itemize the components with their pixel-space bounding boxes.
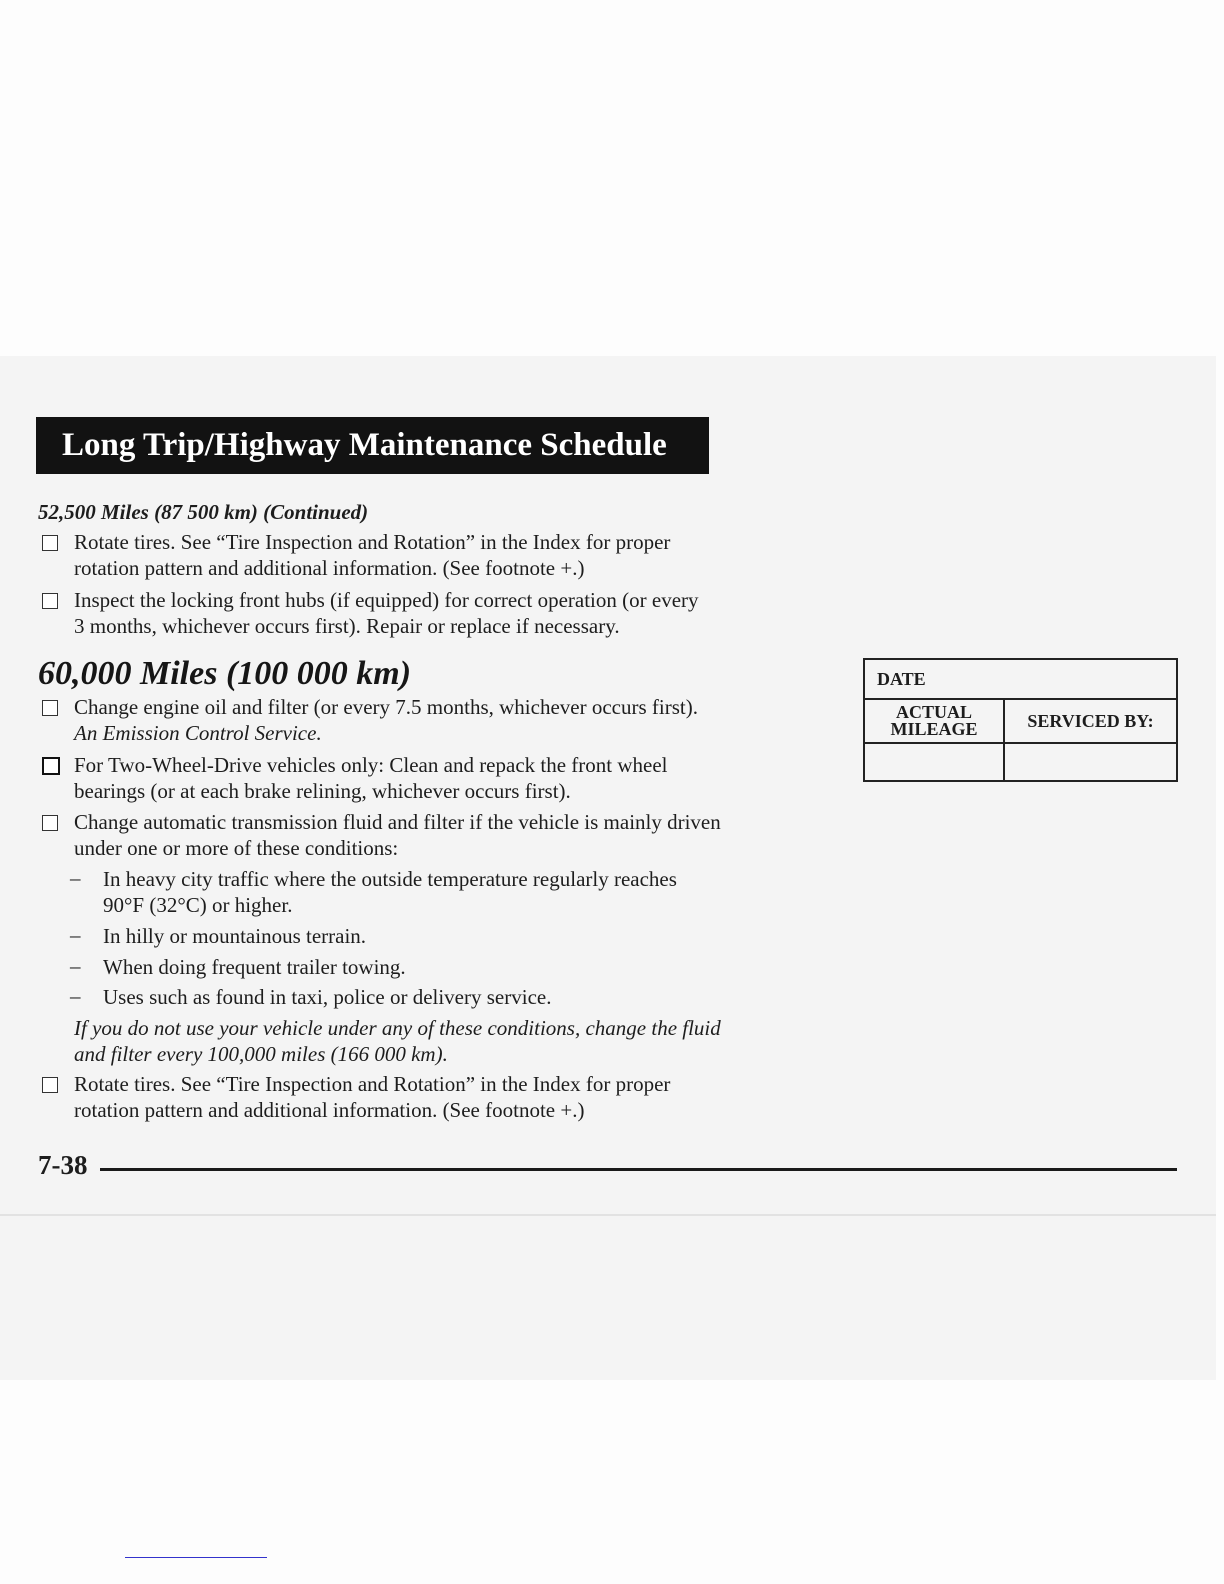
page-title: Long Trip/Highway Maintenance Schedule <box>36 417 709 474</box>
service-record-table <box>863 658 1178 782</box>
list-item: Inspect the locking front hubs (if equipped) for correct operation (or every 3 months, whichever occurs first). Repair or replace if necessary. <box>74 588 699 638</box>
bullet-dash: – <box>70 954 81 978</box>
list-item: Change engine oil and filter (or every 7.5 months, whichever occurs first). An Emission Control Service. <box>74 694 834 746</box>
page-number: 7-38 <box>38 1150 88 1180</box>
continued-heading: 52,500 Miles (87 500 km) (Continued) <box>38 500 369 524</box>
condition-item: In hilly or mountainous terrain. <box>103 924 367 948</box>
condition-item: In heavy city traffic where the outside temperature regularly reaches 90°F (32°C) or higher. <box>103 867 677 917</box>
checkbox-rotate-tires[interactable] <box>42 1077 58 1093</box>
emission-service-note: An Emission Control Service. <box>74 721 322 745</box>
list-item: Rotate tires. See “Tire Inspection and Rotation” in the Index for proper rotation pattern and additional information. (See footnote +.) <box>74 530 671 580</box>
condition-item: Uses such as found in taxi, police or delivery service. <box>103 985 552 1009</box>
date-label: DATE <box>864 659 1177 699</box>
list-item: Rotate tires. See “Tire Inspection and Rotation” in the Index for proper rotation pattern and additional information. (See footnote +.) <box>74 1072 671 1122</box>
actual-mileage-label: ACTUAL MILEAGE <box>864 699 1004 743</box>
bullet-dash: – <box>70 866 81 890</box>
checkbox-repack-bearings[interactable] <box>42 757 60 775</box>
bullet-dash: – <box>70 923 81 947</box>
bullet-dash: – <box>70 984 81 1008</box>
checkbox-transmission-fluid[interactable] <box>42 815 58 831</box>
bottom-link-underline <box>125 1557 267 1558</box>
section-heading: 60,000 Miles (100 000 km) <box>38 655 412 692</box>
condition-item: When doing frequent trailer towing. <box>103 955 406 979</box>
list-item: For Two-Wheel-Drive vehicles only: Clean and repack the front wheel bearings (or at each brake relining, whichever occurs first). <box>74 753 668 803</box>
divider <box>0 1214 1216 1216</box>
mileage-entry-field[interactable] <box>864 743 1004 781</box>
checkbox-change-oil[interactable] <box>42 700 58 716</box>
footer-rule <box>100 1168 1177 1171</box>
serviced-by-label: SERVICED BY: <box>1004 699 1177 743</box>
serviced-by-entry-field[interactable] <box>1004 743 1177 781</box>
checkbox-rotate-tires-continued[interactable] <box>42 535 58 551</box>
conditions-note: If you do not use your vehicle under any of these conditions, change the fluid and filter every 100,000 miles (166 000 km). <box>74 1016 721 1066</box>
list-item: Change automatic transmission fluid and filter if the vehicle is mainly driven under one or more of these conditions: <box>74 810 721 860</box>
checkbox-inspect-hubs[interactable] <box>42 593 58 609</box>
